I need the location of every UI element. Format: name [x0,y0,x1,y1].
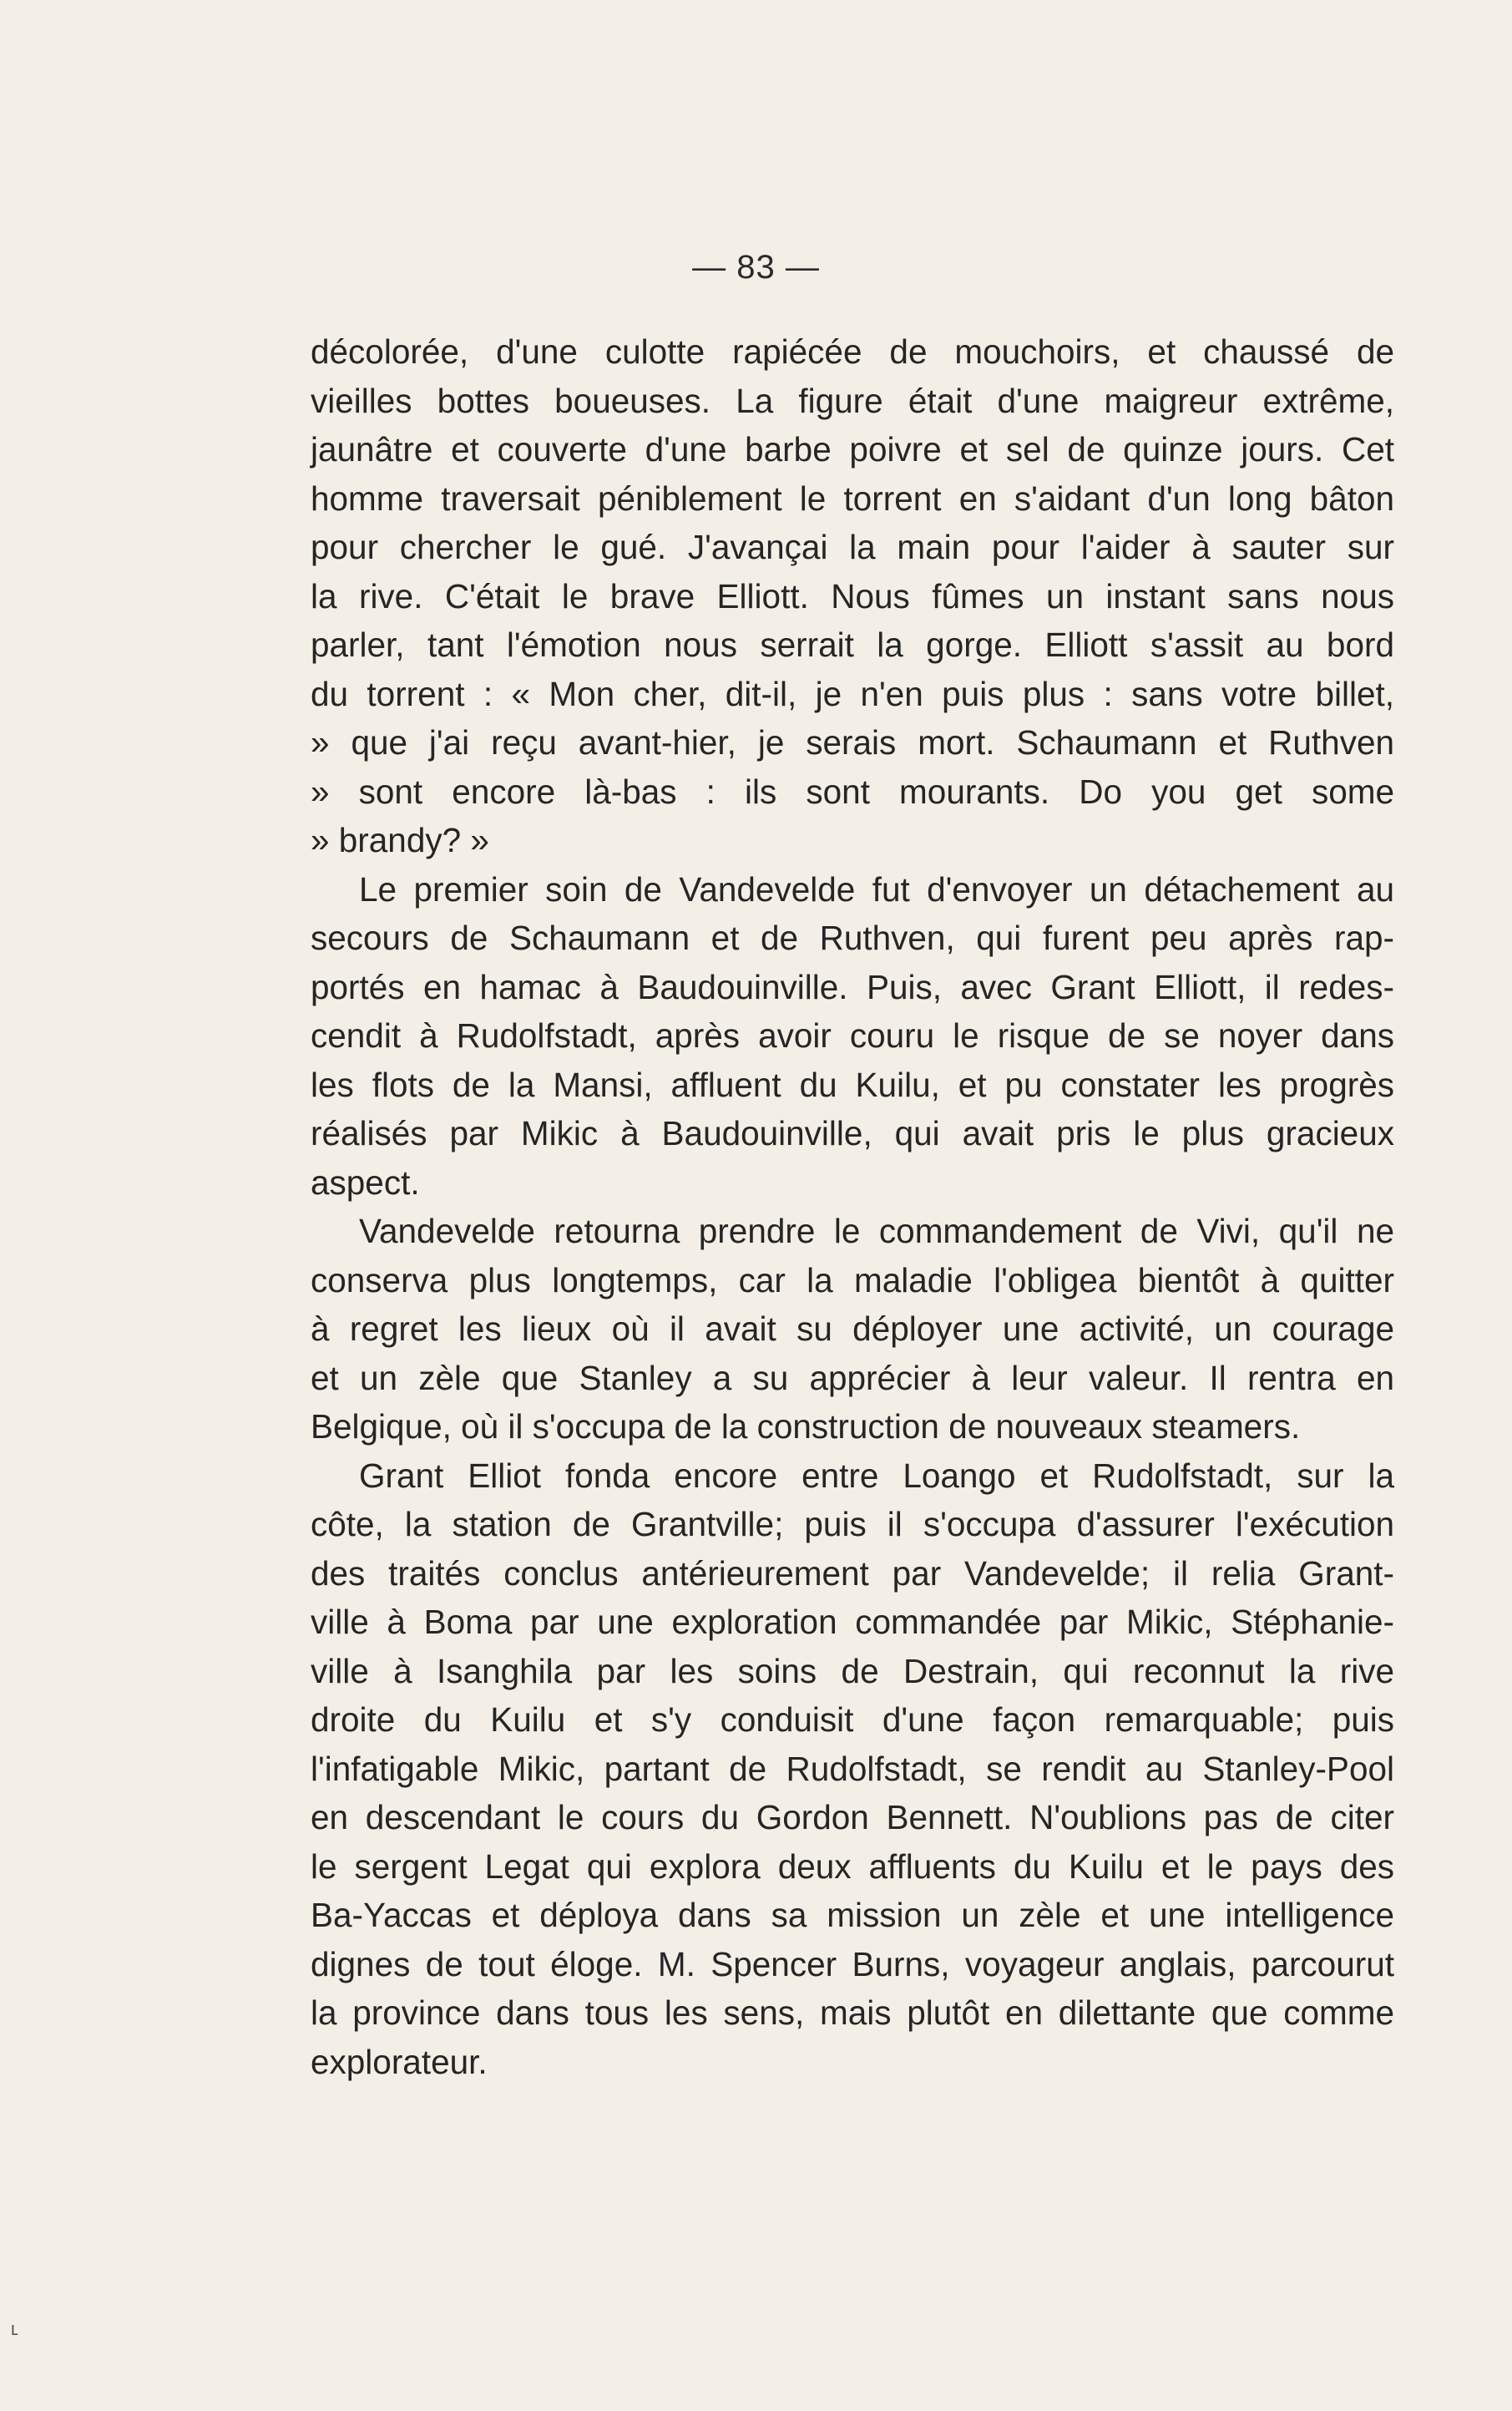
text-line: et un zèle que Stanley a su apprécier à leur valeur. Il rentra en [311,1358,1394,1397]
body-text [311,327,1394,2086]
text-line: côte, la station de Grantville; puis il s'occupa d'assurer l'exécution [311,1505,1394,1543]
text-line: droite du Kuilu et s'y conduisit d'une façon remarquable; puis [311,1700,1394,1739]
text-line: jaunâtre et couverte d'une barbe poivre et sel de quinze jours. Cet [311,430,1394,469]
text-line: » brandy? » [311,821,489,859]
text-line: l'infatigable Mikic, partant de Rudolfstadt, se rendit au Stanley-Pool [311,1749,1394,1788]
text-line: » que j'ai reçu avant-hier, je serais mort. Schaumann et Ruthven [311,723,1394,762]
text-line: » sont encore là-bas : ils sont mourants. Do you get some [311,772,1394,811]
text-line: portés en hamac à Baudouinville. Puis, avec Grant Elliott, il redes- [311,967,1394,1006]
text-line: ville à Boma par une exploration commandée par Mikic, Stéphanie- [311,1603,1394,1641]
paragraph-start-line: Grant Elliot fonda encore entre Loango et Rudolfstadt, sur la [359,1456,1394,1495]
text-line: ville à Isanghila par les soins de Destrain, qui reconnut la rive [311,1651,1394,1690]
page-number: — 83 — [692,249,820,286]
text-line: aspect. [311,1162,420,1202]
text-line: parler, tant l'émotion nous serrait la gorge. Elliott s'assit au bord [311,626,1394,664]
text-line: décolorée, d'une culotte rapiécée de mouchoirs, et chaussé de [311,332,1394,371]
text-line: des traités conclus antérieurement par Vandevelde; il relia Grant- [311,1553,1394,1593]
text-line: secours de Schaumann et de Ruthven, qui furent peu après rap- [311,919,1394,957]
paragraph-start-line: Le premier soin de Vandevelde fut d'envoyer un détachement au [359,869,1394,909]
text-line: en descendant le cours du Gordon Bennett. N'oublions pas de citer [311,1798,1394,1836]
text-line: vieilles bottes boueuses. La figure était d'une maigreur extrême, [311,381,1394,420]
text-line: du torrent : « Mon cher, dit-il, je n'en puis plus : sans votre billet, [311,674,1394,713]
text-line: les flots de la Mansi, affluent du Kuilu, et pu constater les progrès [311,1065,1394,1104]
text-line: le sergent Legat qui explora deux affluents du Kuilu et le pays des [311,1846,1394,1886]
text-line: pour chercher le gué. J'avançai la main pour l'aider à sauter sur [311,528,1394,566]
text-line: Ba-Yaccas et déploya dans sa mission un zèle et une intelligence [311,1896,1394,1934]
text-line: Belgique, où il s'occupa de la construction de nouveaux steamers. [311,1407,1301,1446]
text-line: à regret les lieux où il avait su déployer une activité, un courage [311,1309,1394,1348]
paragraph-start-line: Vandevelde retourna prendre le commandement de Vivi, qu'il ne [359,1212,1394,1250]
text-line: conserva plus longtemps, car la maladie l'obligea bientôt à quitter [311,1260,1394,1299]
margin-mark: ʟ [11,2318,18,2339]
text-line: cendit à Rudolfstadt, après avoir couru le risque de se noyer dans [311,1016,1394,1055]
text-line: homme traversait péniblement le torrent en s'aidant d'un long bâton [311,479,1394,518]
text-line: la province dans tous les sens, mais plutôt en dilettante que comme [311,1993,1394,2032]
text-line: dignes de tout éloge. M. Spencer Burns, voyageur anglais, parcourut [311,1944,1394,1983]
text-line: explorateur. [311,2042,488,2081]
text-line: réalisés par Mikic à Baudouinville, qui avait pris le plus gracieux [311,1114,1394,1152]
text-line: la rive. C'était le brave Elliott. Nous fûmes un instant sans nous [311,576,1394,615]
